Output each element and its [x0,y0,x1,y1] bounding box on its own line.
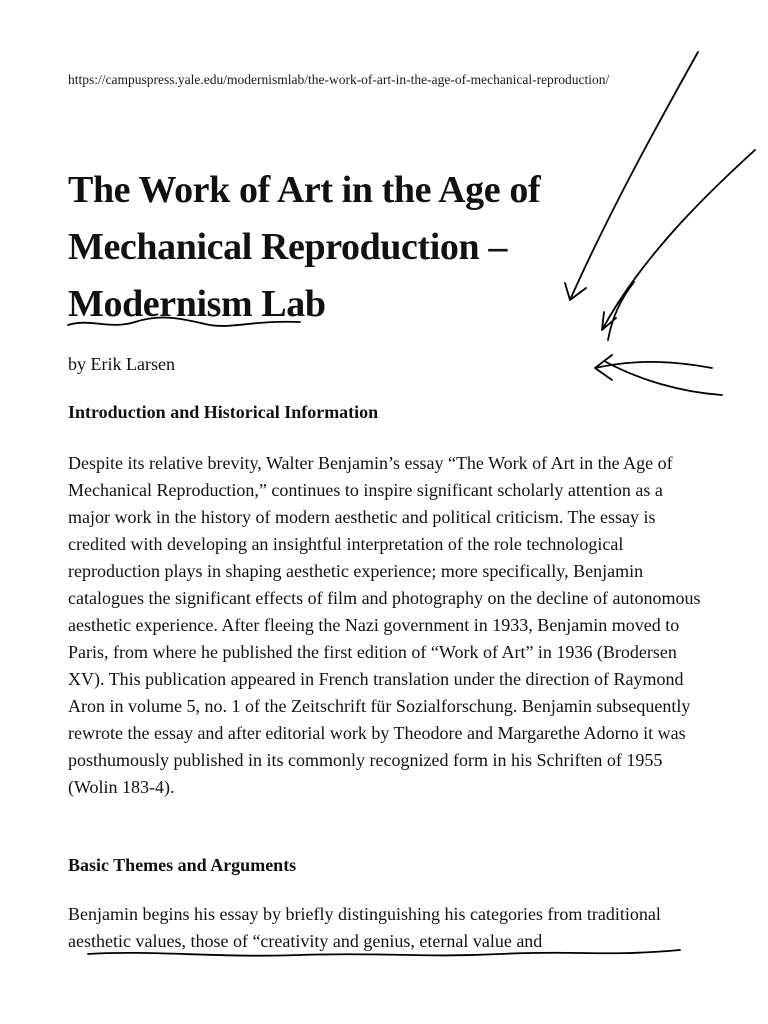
paragraph-themes: Benjamin begins his essay by briefly distinguishing his categories from traditional aesthetic values, those of “creativity and genius, eternal value and [68,904,661,951]
source-url: https://campuspress.yale.edu/modernismlab/the-work-of-art-in-the-age-of-mechanical-reproduction/ [68,72,610,87]
section-heading-introduction: Introduction and Historical Information [68,402,379,422]
byline: by Erik Larsen [68,354,175,374]
pen-arrow-stroke-4 [595,355,722,395]
paragraph-introduction: Despite its relative brevity, Walter Benjamin’s essay “The Work of Art in the Age of Mechanical Reproduction,” continues to inspire significant scholarly attention as a major work in the history of modern aesthetic and political criticism. The essay is credited with developing an insightful interpretation of the role technological reproduction plays in shaping aesthetic experience; more specifically, Benjamin catalogues the significant effects of film and photography on the decline of autonomous aesthetic experience. After fleeing the Nazi government in 1933, Benjamin moved to Paris, from where he published the first edition of “Work of Art” in 1936 (Brodersen XV). This publication appeared in French translation under the direction of Raymond Aron in volume 5, no. 1 of the Zeitschrift für Sozialforschung. Benjamin subsequently rewrote the essay and after editorial work by Theodore and Margarethe Adorno it was posthumously published in its commonly recognized form in his Schriften of 1955 (Wolin 183-4). [68,453,701,797]
section-heading-themes: Basic Themes and Arguments [68,855,297,875]
page-title: The Work of Art in the Age of Mechanical Reproduction – Modernism Lab [68,169,541,325]
